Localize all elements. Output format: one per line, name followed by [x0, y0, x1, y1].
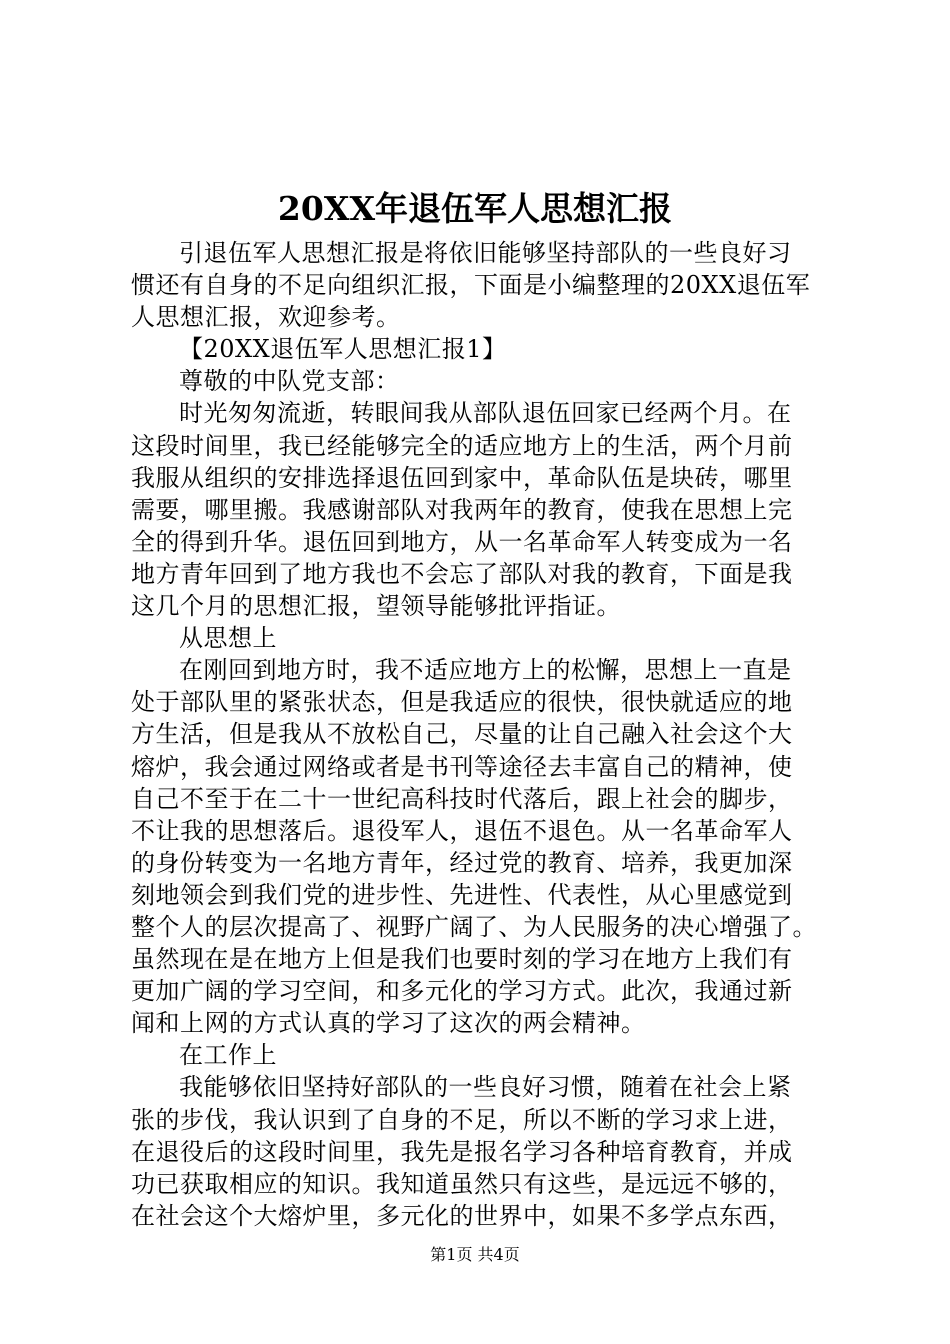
body-line: 在社会这个大熔炉里，多元化的世界中，如果不多学点东西，: [131, 1201, 793, 1230]
body-line: 全的得到升华。退伍回到地方，从一名革命军人转变成为一名: [131, 527, 793, 556]
body-line: 【20XX退伍军人思想汇报1】: [179, 335, 507, 364]
body-line: 不让我的思想落后。退役军人，退伍不退色。从一名革命军人: [131, 816, 793, 845]
body-line: 方生活，但是我从不放松自己，尽量的让自己融入社会这个大: [131, 720, 793, 749]
document-title: 20XX年退伍军人思想汇报: [277, 189, 673, 228]
body-line: 人思想汇报，欢迎参考。: [131, 303, 401, 332]
body-line: 从思想上: [179, 624, 277, 653]
body-line: 在刚回到地方时，我不适应地方上的松懈，思想上一直是: [179, 656, 792, 685]
body-line: 虽然现在是在地方上但是我们也要时刻的学习在地方上我们有: [131, 945, 793, 974]
body-line: 在工作上: [179, 1041, 277, 1070]
body-line: 张的步伐，我认识到了自身的不足，所以不断的学习求上进，: [131, 1105, 793, 1134]
body-line: 自己不至于在二十一世纪高科技时代落后，跟上社会的脚步，: [131, 784, 793, 813]
body-line: 惯还有自身的不足向组织汇报，下面是小编整理的20XX退伍军: [131, 271, 811, 300]
body-line: 在退役后的这段时间里，我先是报名学习各种培育教育，并成: [131, 1137, 793, 1166]
document-body: [131, 237, 851, 1232]
body-line: 处于部队里的紧张状态，但是我适应的很快，很快就适应的地: [131, 688, 793, 717]
body-line: 我服从组织的安排选择退伍回到家中，革命队伍是块砖，哪里: [131, 463, 793, 492]
body-line: 需要，哪里搬。我感谢部队对我两年的教育，使我在思想上完: [131, 495, 793, 524]
body-line: 刻地领会到我们党的进步性、先进性、代表性，从心里感觉到: [131, 880, 793, 909]
body-line: 的身份转变为一名地方青年，经过党的教育、培养，我更加深: [131, 848, 793, 877]
body-line: 这段时间里，我已经能够完全的适应地方上的生活，两个月前: [131, 431, 793, 460]
body-line: 地方青年回到了地方我也不会忘了部队对我的教育，下面是我: [131, 559, 793, 588]
body-line: 更加广阔的学习空间，和多元化的学习方式。此次，我通过新: [131, 977, 793, 1006]
body-line: 引退伍军人思想汇报是将依旧能够坚持部队的一些良好习: [179, 239, 792, 267]
body-line: 功已获取相应的知识。我知道虽然只有这些，是远远不够的，: [131, 1169, 793, 1198]
body-line: 尊敬的中队党支部：: [179, 367, 400, 396]
body-line: 这几个月的思想汇报，望领导能够批评指证。: [131, 592, 621, 621]
page-footer: 第1页 共4页: [430, 1245, 520, 1264]
body-line: 我能够依旧坚持好部队的一些良好习惯，随着在社会上紧: [179, 1073, 792, 1102]
body-line: 整个人的层次提高了、视野广阔了、为人民服务的决心增强了。: [131, 912, 817, 941]
body-line: 熔炉，我会通过网络或者是书刊等途径去丰富自己的精神，使: [131, 752, 793, 781]
body-line: 闻和上网的方式认真的学习了这次的两会精神。: [131, 1009, 646, 1038]
body-line: 时光匆匆流逝，转眼间我从部队退伍回家已经两个月。在: [179, 399, 792, 428]
